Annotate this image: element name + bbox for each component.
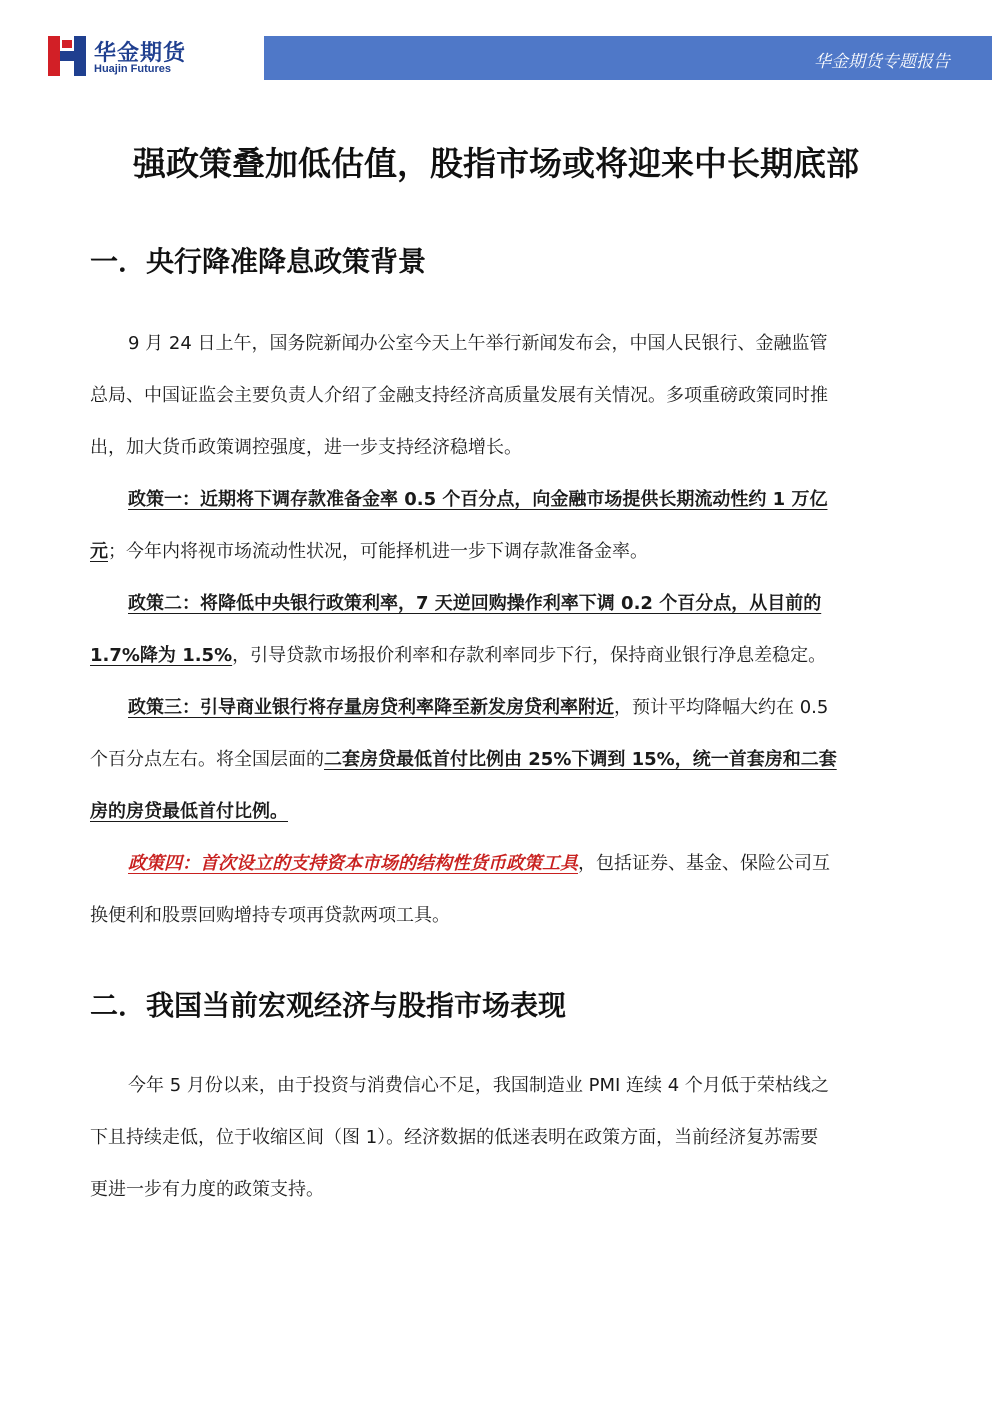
policy-1-highlight: 政策一：近期将下调存款准备金率 0.5 个百分点，向金融市场提供长期流动性约 1 万亿 <box>128 489 828 510</box>
paragraph-line: 今年 5 月份以来，由于投资与消费信心不足，我国制造业 PMI 连续 4 个月低于荣枯线之 <box>128 1075 829 1096</box>
paragraph-line: 下且持续走低，位于收缩区间（图 1）。经济数据的低迷表明在政策方面，当前经济复苏需要 <box>90 1127 819 1148</box>
paragraph-line: 总局、中国证监会主要负责人介绍了金融支持经济高质量发展有关情况。多项重磅政策同时推 <box>90 385 828 406</box>
policy-3-highlight-3: 房的房贷最低首付比例。 <box>90 801 288 822</box>
policy-4-text: ，包括证券、基金、保险公司互 <box>578 853 830 874</box>
paragraph-policy-1 <box>90 474 902 578</box>
paragraph-line: 出，加大货币政策调控强度，进一步支持经济稳增长。 <box>90 437 522 458</box>
huajin-logo-icon <box>48 36 86 76</box>
policy-1-highlight-end: 元 <box>90 541 108 562</box>
document-title: 强政策叠加低估值，股指市场或将迎来中长期底部 <box>133 144 859 183</box>
policy-4-highlight: 政策四：首次设立的支持资本市场的结构性货币政策工具 <box>128 853 578 874</box>
header-banner <box>264 36 992 80</box>
logo-english-text: Huajin Futures <box>94 63 172 75</box>
logo-chinese-text: 华金期货 <box>94 41 187 66</box>
company-logo <box>48 36 208 80</box>
policy-3-highlight: 政策三：引导商业银行将存量房贷利率降至新发房贷利率附近 <box>128 697 614 718</box>
paragraph-line <box>90 890 902 942</box>
policy-2-text: ，引导贷款市场报价利率和存款利率同步下行，保持商业银行净息差稳定。 <box>232 645 827 666</box>
paragraph-line <box>90 734 902 786</box>
paragraph-policy-4 <box>90 838 902 942</box>
paragraph-line: 更进一步有力度的政策支持。 <box>90 1179 324 1200</box>
policy-3-text-2: 个百分点左右。将全国层面的 <box>90 749 324 770</box>
paragraph-line <box>90 474 902 526</box>
report-type-label: 华金期货专题报告 <box>814 52 950 72</box>
policy-4-text-2: 换便利和股票回购增持专项再贷款两项工具。 <box>90 905 450 926</box>
paragraph-line <box>90 630 902 682</box>
paragraph-line <box>90 838 902 890</box>
policy-3-text: ，预计平均降幅大约在 0.5 <box>614 697 829 718</box>
paragraph-line <box>90 786 902 838</box>
paragraph-policy-2 <box>90 578 902 682</box>
paragraph-intro <box>90 318 902 474</box>
paragraph-line: 9 月 24 日上午，国务院新闻办公室今天上午举行新闻发布会，中国人民银行、金融监管 <box>128 333 828 354</box>
paragraph-line <box>90 578 902 630</box>
paragraph-policy-3 <box>90 682 902 838</box>
section-heading-1: 一．央行降准降息政策背景 <box>90 245 427 278</box>
policy-1-text: ；今年内将视市场流动性状况，可能择机进一步下调存款准备金率。 <box>108 541 648 562</box>
page-header <box>0 0 992 90</box>
policy-3-highlight-2: 二套房贷最低首付比例由 25%下调到 15%，统一首套房和二套 <box>324 749 837 770</box>
paragraph-macro <box>90 1060 902 1216</box>
paragraph-line <box>90 682 902 734</box>
paragraph-line <box>90 526 902 578</box>
policy-2-highlight-end: 1.7%降为 1.5% <box>90 645 233 666</box>
policy-2-highlight: 政策二：将降低中央银行政策利率，7 天逆回购操作利率下调 0.2 个百分点，从目前的 <box>128 593 822 614</box>
section-heading-2: 二．我国当前宏观经济与股指市场表现 <box>90 989 567 1022</box>
